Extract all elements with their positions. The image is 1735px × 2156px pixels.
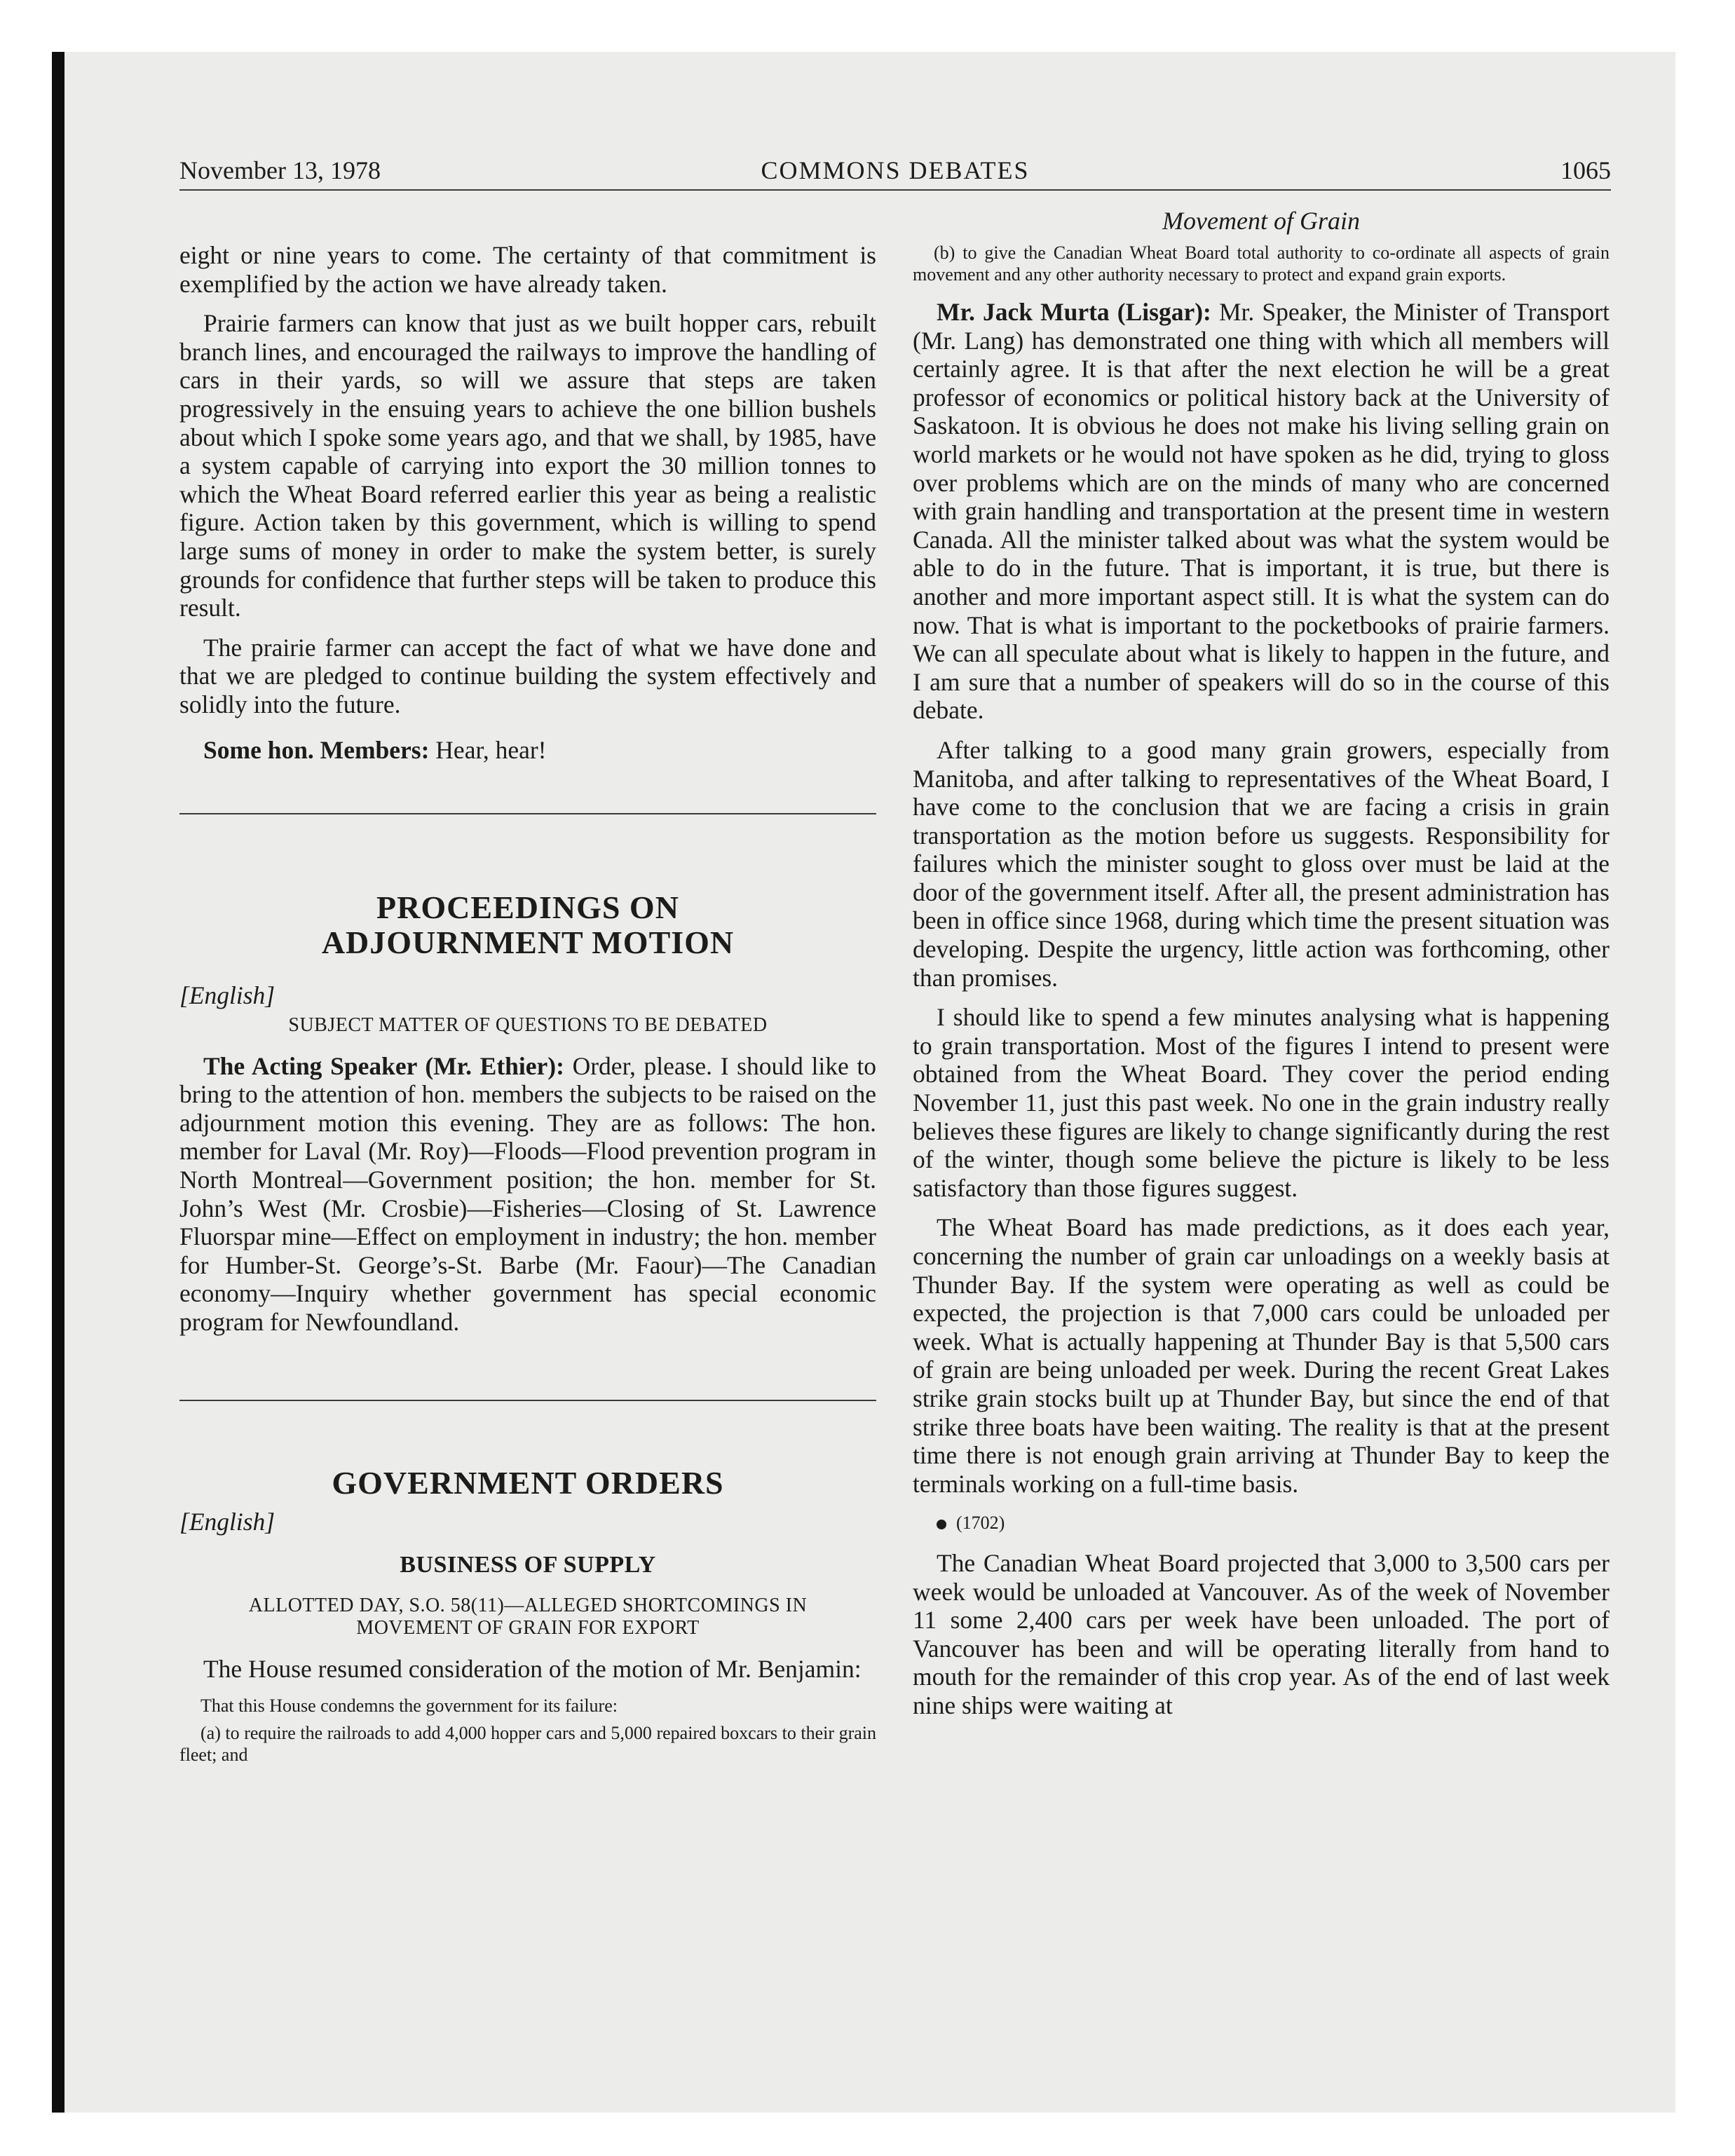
page-number: 1065 (1560, 156, 1611, 184)
paragraph: eight or nine years to come. The certainty of that commitment is exemplified by the action we have already taken. (179, 241, 876, 298)
section-divider (179, 1400, 876, 1401)
speech (179, 1052, 876, 1337)
time-marker (913, 1509, 1610, 1538)
interjection (179, 736, 876, 765)
paragraph: I should like to spend a few minutes analysing what is happening to grain transportation. Most of the figures I intend to present were obtained from the Wheat Board. They cover the period ending November 11, just this past week. No one in the grain industry really believes these figures are likely to change significantly during the rest of the winter, though some believe the picture is likely to be less satisfactory than those figures suggest. (913, 1003, 1610, 1202)
language-tag: [English] (179, 981, 275, 1010)
section-divider (179, 813, 876, 814)
paragraph: After talking to a good many grain growers, especially from Manitoba, and after talking to representatives of the Wheat Board, I have come to the conclusion that we are facing a crisis in grain transportation as the motion before us suggests. Responsibility for failures which the minister sought to gloss over must be laid at the door of the government itself. After all, the present administration has been in office since 1968, during which time the present situation was developing. Despite the urgency, little action was forthcoming, other than promises. (913, 735, 1610, 992)
paragraph: The prairie farmer can accept the fact of what we have done and that we are pledged to continue building the system effectively and solidly into the future. (179, 633, 876, 718)
speaker-name: The Acting Speaker (Mr. Ethier): (203, 1051, 564, 1080)
section-title: PROCEEDINGS ON ADJOURNMENT MOTION (321, 889, 735, 961)
page-header (179, 156, 1611, 191)
allotted-heading: ALLOTTED DAY, S.O. 58(11)—ALLEGED SHORTCOMINGS IN MOVEMENT OF GRAIN FOR EXPORT (248, 1595, 808, 1639)
header-title: COMMONS DEBATES (761, 156, 1030, 184)
motion-text (179, 1695, 876, 1766)
speech-text: Hear, hear! (429, 735, 547, 764)
right-column (913, 207, 1610, 1731)
section-title: GOVERNMENT ORDERS (332, 1464, 724, 1501)
paragraph: The House resumed consideration of the motion of Mr. Benjamin: (203, 1655, 862, 1684)
speaker-name: Some hon. Members: (203, 735, 430, 764)
motion-text (913, 242, 1610, 285)
bullet-icon (937, 1520, 946, 1529)
running-title: Movement of Grain (1162, 207, 1360, 235)
language-tag: [English] (179, 1507, 275, 1536)
motion-item-a: (a) to require the railroads to add 4,000 hopper cars and 5,000 repaired boxcars to their grain fleet; and (179, 1722, 876, 1765)
paragraph: The Wheat Board has made predictions, as it does each year, concerning the number of grain car unloadings on a weekly basis at Thunder Bay. If the system were operating as well as could be expected, the projection is that 7,000 cars could be unloaded per week. What is actually happening at Thunder Bay is that 5,500 cars of grain are being unloaded per week. During the recent Great Lakes strike grain stocks built up at Thunder Bay, but since the end of that strike three boats have been waiting. The reality is that at the present time there is not enough grain arriving at Thunder Bay to keep the terminals working on a full-time basis. (913, 1213, 1610, 1498)
speech (913, 298, 1610, 725)
motion-item-b: (b) to give the Canadian Wheat Board total authority to co-ordinate all aspects of grain movement and any other authority necessary to protect and expand grain exports. (913, 243, 1610, 285)
subject-heading: SUBJECT MATTER OF QUESTIONS TO BE DEBATED (288, 1014, 768, 1036)
binding-edge (52, 52, 64, 2113)
left-column (179, 241, 876, 1771)
paragraph: Prairie farmers can know that just as we built hopper cars, rebuilt branch lines, and encouraged the railways to improve the handling of cars in their yards, so will we assure that steps are taken progressively in the ensuing years to achieve the one billion bushels about which I spoke some years ago, and that we shall, by 1985, have a system capable of carrying into export the 30 million tonnes to which the Wheat Board referred earlier this year as being a realistic figure. Action taken by this government, which is willing to spend large sums of money in order to make the system better, is surely grounds for confidence that further steps will be taken to produce this result. (179, 309, 876, 622)
speech-text: Mr. Speaker, the Minister of Transport (Mr. Lang) has demonstrated one thing with which all members will certainly agree. It is that after the next election he will be a great professor of economics or political history back at the University of Saskatoon. It is obvious he does not make his living selling grain on world markets or he would not have spoken as he did, trying to gloss over problems which are on the minds of many who are concerned with grain handling and transportation at the present time in western Canada. All the minister talked about was what the system would be able to do in the future. That is important, it is true, but there is another and more important aspect still. It is what the system can do now. That is what is important to the pocketbooks of prairie farmers. We can all speculate about what is likely to happen in the future, and I am sure that a number of speakers will do so in the course of this debate. (913, 298, 1610, 725)
motion-intro: That this House condemns the government for its failure: (200, 1695, 618, 1716)
speaker-name: Mr. Jack Murta (Lisgar): (937, 298, 1211, 326)
time-marker-label: (1702) (956, 1513, 1005, 1534)
header-date: November 13, 1978 (179, 156, 381, 184)
paragraph: The Canadian Wheat Board projected that 3,000 to 3,500 cars per week would be unloaded at Vancouver. As of the week of November 11 some 2,400 cars per week have been unloaded. The port of Vancouver has been and will be operating literally from hand to mouth for the remainder of this crop year. As of the end of last week nine ships were waiting at (913, 1548, 1610, 1719)
business-heading: BUSINESS OF SUPPLY (400, 1552, 656, 1578)
speech-text: Order, please. I should like to bring to the attention of hon. members the subjects to be raised on the adjournment motion this evening. They are as follows: The hon. member for Laval (Mr. Roy)—Floods—Flood prevention program in North Montreal—Government position; the hon. member for St. John’s West (Mr. Crosbie)—Fisheries—Closing of St. Lawrence Fluorspar mine—Effect on employment in industry; the hon. member for Humber-St. George’s-St. Barbe (Mr. Faour)—The Canadian economy—Inquiry whether government has special economic program for Newfoundland. (179, 1051, 876, 1337)
